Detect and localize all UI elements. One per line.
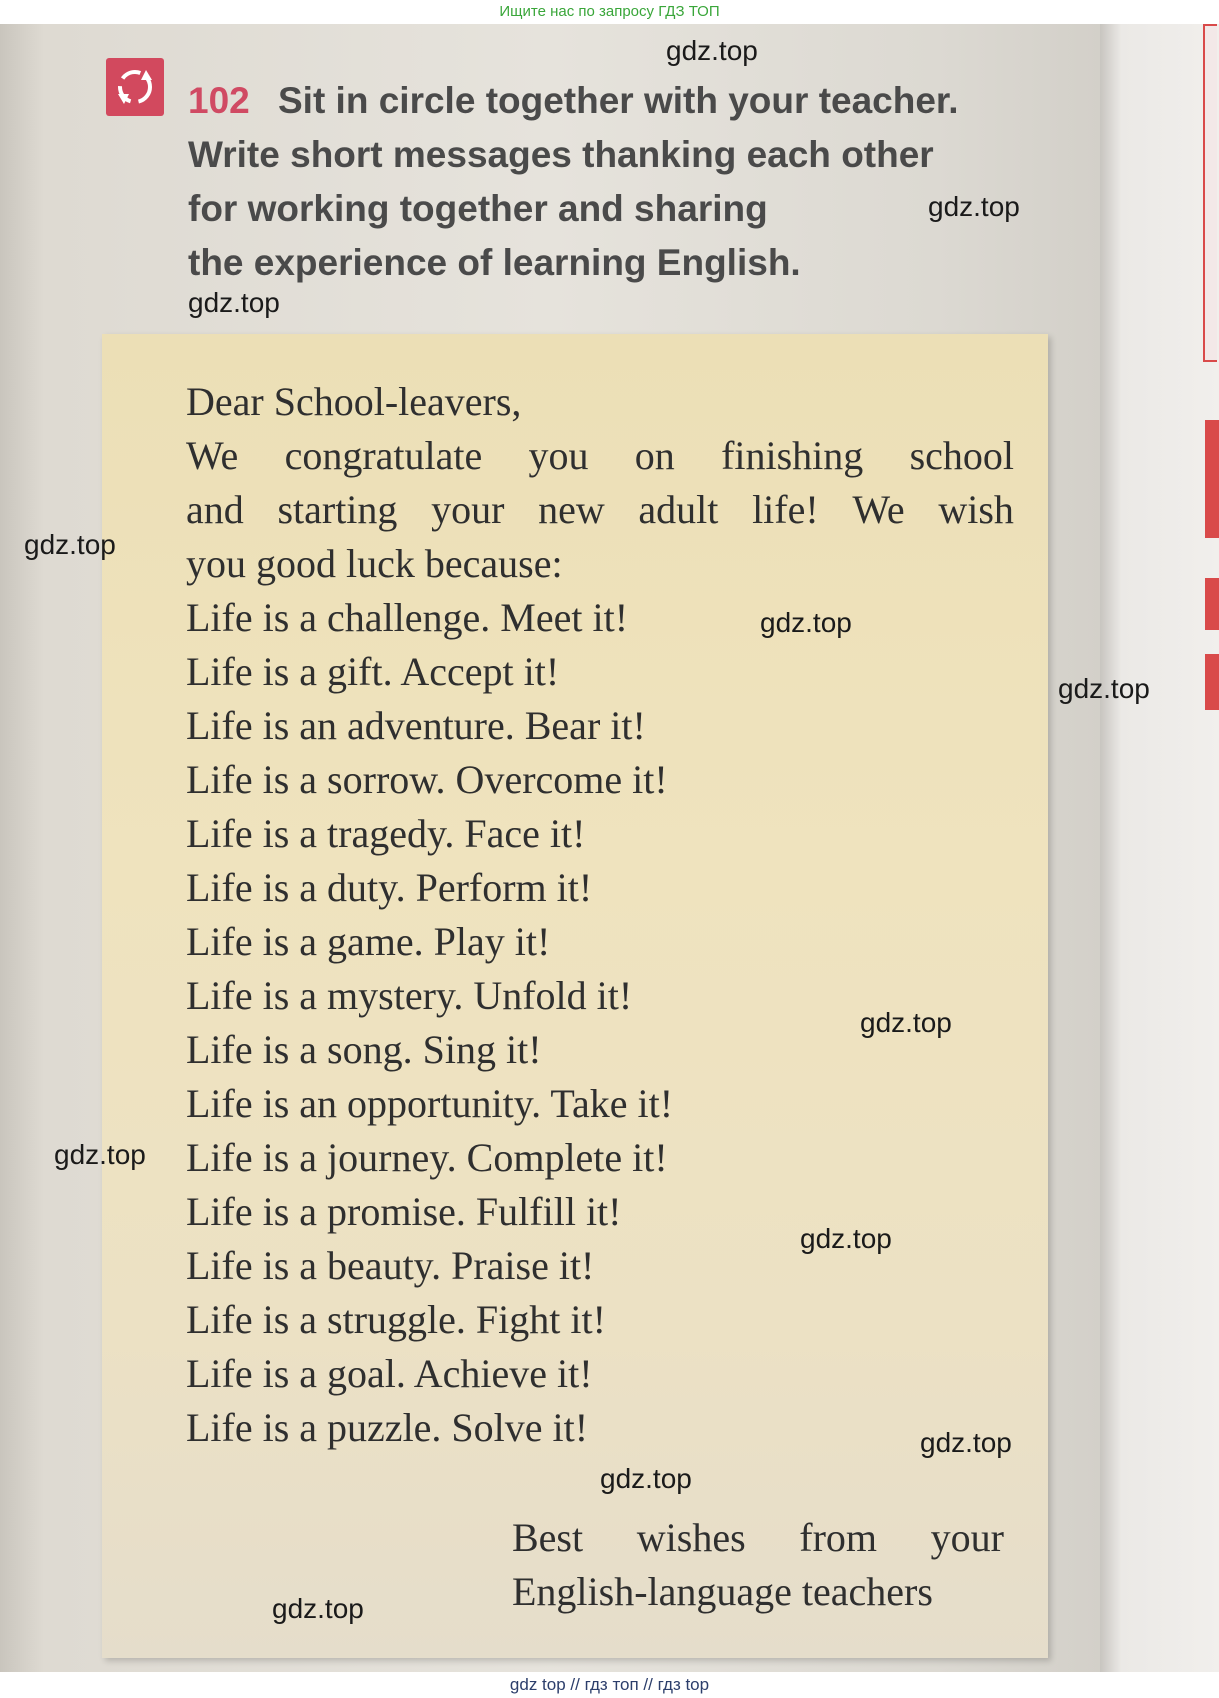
intro-word: congratulate	[284, 433, 483, 478]
life-line: Life is an adventure. Bear it!	[186, 703, 646, 748]
life-line: Life is a song. Sing it!	[186, 1027, 542, 1072]
letter-signoff	[512, 1512, 1004, 1564]
next-page-edge-mark	[1205, 654, 1219, 710]
life-line: Life is a journey. Complete it!	[186, 1135, 668, 1180]
watermark-text: gdz.top	[1058, 673, 1150, 704]
letter-signature: English-language teachers	[512, 1569, 933, 1614]
intro-word: and	[186, 487, 244, 532]
life-line: Life is a promise. Fulfill it!	[186, 1189, 622, 1234]
intro-word: finishing	[721, 433, 864, 478]
next-page-edge-mark	[1205, 420, 1219, 538]
intro-word: on	[634, 433, 675, 478]
life-line: Life is a tragedy. Face it!	[186, 811, 586, 856]
signoff-word: your	[930, 1515, 1004, 1560]
letter-intro-line: you good luck because:	[186, 541, 563, 586]
life-line: Life is a puzzle. Solve it!	[186, 1405, 589, 1450]
task-instruction-line: Sit in circle together with your teacher.	[278, 80, 959, 121]
letter-intro-line	[186, 430, 1014, 482]
watermark-text: gdz.top	[860, 1007, 952, 1038]
letter-greeting: Dear School-leavers,	[186, 379, 522, 424]
intro-word: school	[909, 433, 1014, 478]
task-instruction-line: Write short messages thanking each other	[188, 134, 934, 175]
life-line: Life is a struggle. Fight it!	[186, 1297, 606, 1342]
life-line: Life is a beauty. Praise it!	[186, 1243, 595, 1288]
intro-word: adult	[638, 487, 719, 532]
intro-word: We	[186, 433, 239, 478]
watermark-text: gdz.top	[600, 1463, 692, 1494]
task-number: 102	[188, 80, 250, 121]
watermark-text: gdz.top	[188, 287, 280, 318]
life-line: Life is a duty. Perform it!	[186, 865, 593, 910]
life-line: Life is a game. Play it!	[186, 919, 551, 964]
task-instruction-line: the experience of learning English.	[188, 242, 801, 283]
watermark-text: gdz.top	[920, 1427, 1012, 1458]
life-line: Life is a mystery. Unfold it!	[186, 973, 633, 1018]
watermark-text: gdz.top	[928, 191, 1020, 222]
next-page-edge-frame	[1203, 24, 1217, 362]
watermark-text: gdz.top	[800, 1223, 892, 1254]
life-line: Life is an opportunity. Take it!	[186, 1081, 674, 1126]
watermark-text: gdz.top	[760, 607, 852, 638]
circular-arrows-icon	[106, 58, 164, 116]
letter-intro-line	[186, 484, 1014, 536]
signoff-word: Best	[512, 1515, 584, 1560]
bottom-footer[interactable]: gdz top // гдз топ // гдз top	[0, 1672, 1219, 1698]
life-line: Life is a challenge. Meet it!	[186, 595, 629, 640]
page-gutter	[1100, 24, 1219, 1672]
top-banner[interactable]: Ищите нас по запросу ГДЗ ТОП	[499, 3, 720, 20]
intro-word: life!	[752, 487, 819, 532]
signoff-word: from	[799, 1515, 878, 1560]
watermark-text: gdz.top	[666, 35, 758, 66]
intro-word: wish	[938, 487, 1014, 532]
intro-word: you	[528, 433, 589, 478]
intro-word: new	[538, 487, 605, 532]
signoff-word: wishes	[636, 1515, 746, 1560]
watermark-text: gdz.top	[54, 1139, 146, 1170]
next-page-edge-mark	[1205, 578, 1219, 630]
watermark-text: gdz.top	[272, 1593, 364, 1624]
task-instruction-line: for working together and sharing	[188, 188, 768, 229]
life-line: Life is a goal. Achieve it!	[186, 1351, 593, 1396]
intro-word: starting	[277, 487, 398, 532]
life-line: Life is a gift. Accept it!	[186, 649, 560, 694]
life-line: Life is a sorrow. Overcome it!	[186, 757, 668, 802]
intro-word: We	[852, 487, 905, 532]
watermark-text: gdz.top	[24, 529, 116, 560]
intro-word: your	[431, 487, 505, 532]
